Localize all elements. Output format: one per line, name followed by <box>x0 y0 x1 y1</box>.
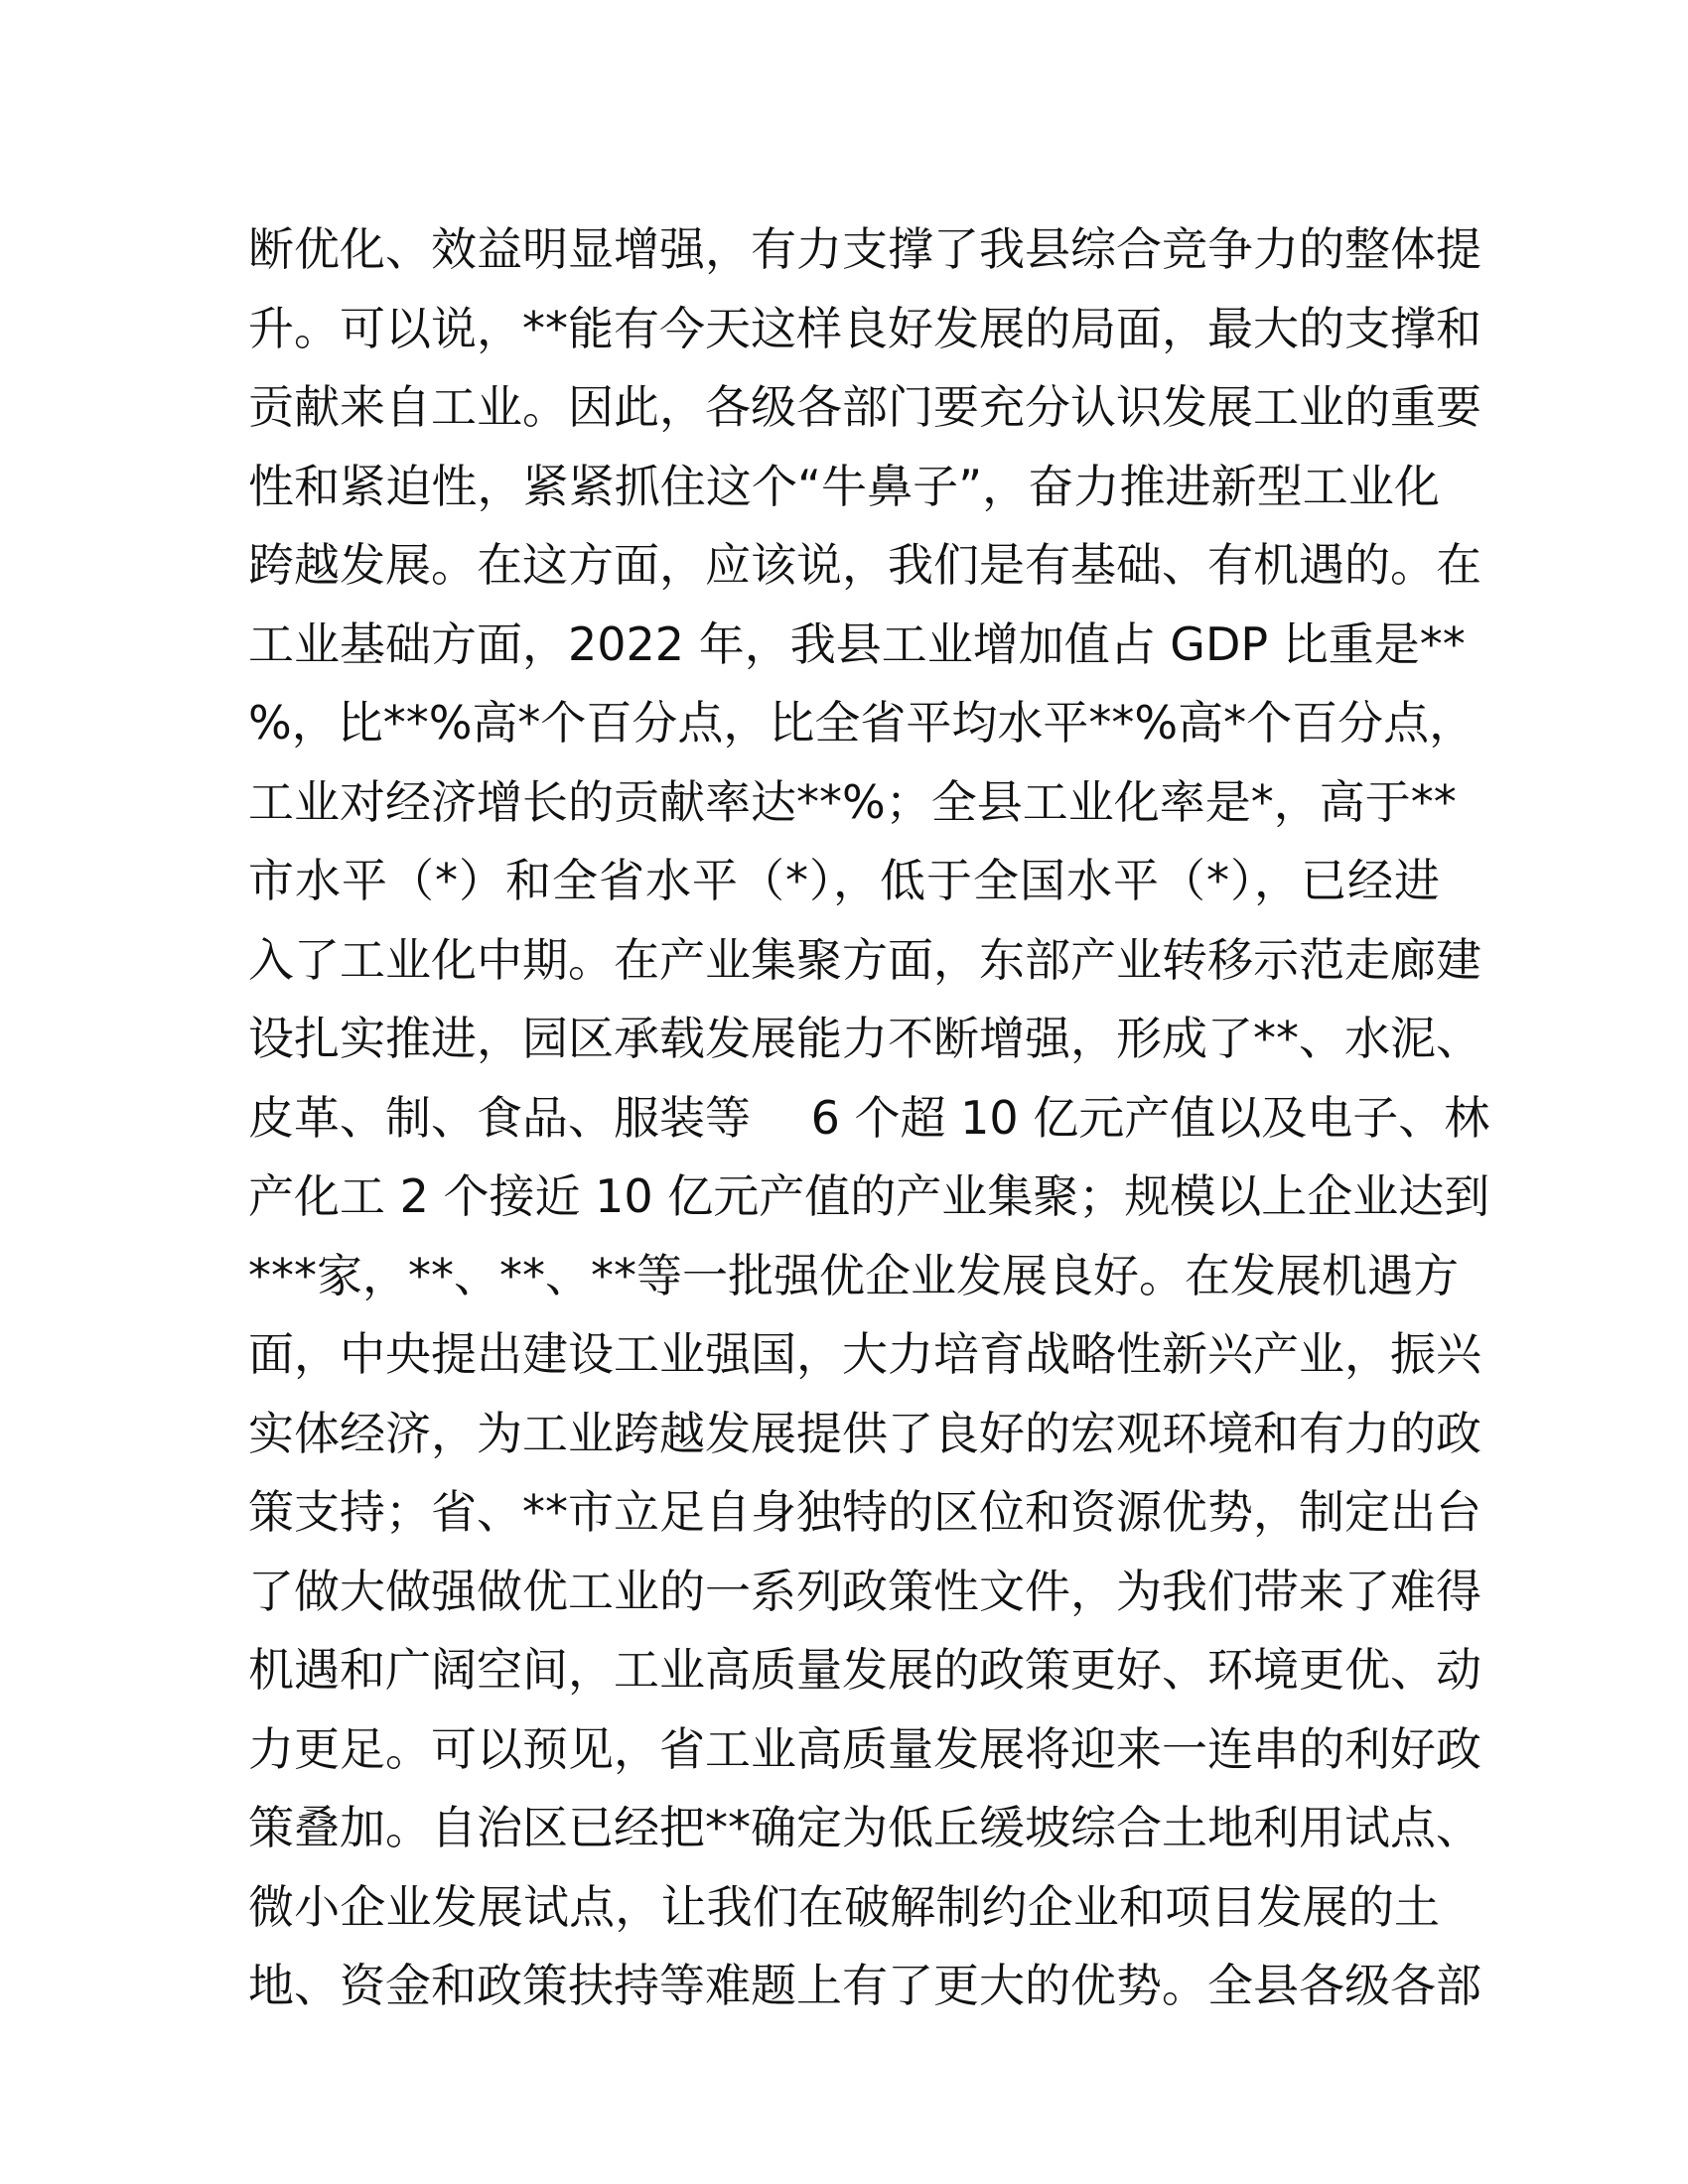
text-line: 断优化、效益明显增强，有力支撑了我县综合竞争力的整体提 <box>248 222 1481 276</box>
text-line: 跨越发展。在这方面，应该说，我们是有基础、有机遇的。在 <box>248 538 1481 592</box>
text-line: 工业基础方面，2022 年，我县工业增加值占 GDP 比重是** <box>248 616 1466 671</box>
text-line: 机遇和广阔空间，工业高质量发展的政策更好、环境更优、动 <box>248 1643 1481 1697</box>
body-text <box>248 210 1490 2026</box>
text-line: 工业对经济增长的贡献率达**%；全县工业化率是*，高于** <box>248 774 1457 829</box>
text-line: 了做大做强做优工业的一系列政策性文件，为我们带来了难得 <box>248 1564 1481 1618</box>
text-line: 力更足。可以预见，省工业高质量发展将迎来一连串的利好政 <box>248 1721 1481 1776</box>
text-line: ***家，**、**、**等一批强优企业发展良好。在发展机遇方 <box>248 1248 1459 1302</box>
text-line: 入了工业化中期。在产业集聚方面，东部产业转移示范走廊建 <box>248 932 1481 987</box>
text-line: 性和紧迫性，紧紧抓住这个“牛鼻子”，奋力推进新型工业化 <box>248 459 1440 513</box>
text-line: 贡献来自工业。因此，各级各部门要充分认识发展工业的重要 <box>248 380 1481 434</box>
text-line: 市水平（*）和全省水平（*），低于全国水平（*），已经进 <box>248 854 1440 907</box>
text-line: 设扎实推进，园区承载发展能力不断增强，形成了**、水泥、 <box>248 1012 1481 1065</box>
text-line: %，比**%高*个百分点，比全省平均水平**%高*个百分点， <box>248 696 1476 750</box>
text-line: 微小企业发展试点，让我们在破解制约企业和项目发展的土 <box>248 1879 1440 1934</box>
text-line: 面，中央提出建设工业强国，大力培育战略性新兴产业，振兴 <box>248 1327 1481 1381</box>
text-line: 升。可以说，**能有今天这样良好发展的局面，最大的支撑和 <box>248 301 1481 355</box>
text-line: 产化工 2 个接近 10 亿元产值的产业集聚；规模以上企业达到 <box>248 1169 1490 1223</box>
text-line: 策支持；省、**市立足自身独特的区位和资源优势，制定出台 <box>248 1485 1481 1539</box>
text-line: 地、资金和政策扶持等难题上有了更大的优势。全县各级各部 <box>248 1959 1481 2012</box>
text-line: 策叠加。自治区已经把**确定为低丘缓坡综合土地利用试点、 <box>248 1801 1481 1854</box>
text-line: 实体经济，为工业跨越发展提供了良好的宏观环境和有力的政 <box>248 1406 1481 1460</box>
text-line: 皮革、制、食品、服装等 6 个超 10 亿元产值以及电子、林 <box>248 1090 1490 1145</box>
